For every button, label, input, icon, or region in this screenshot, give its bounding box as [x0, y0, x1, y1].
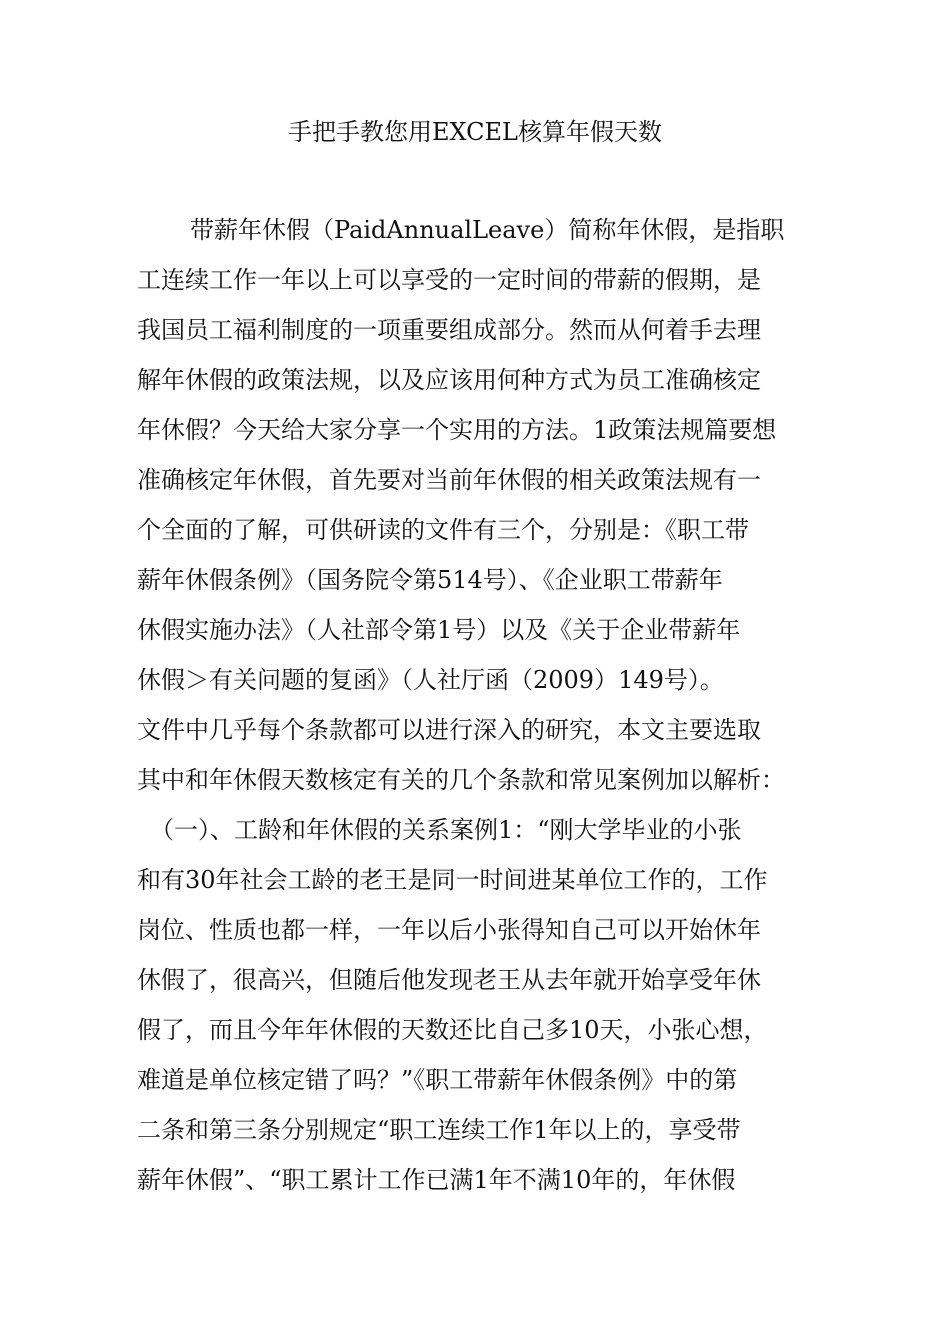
paragraph-line: 假了，而且今年年休假的天数还比自己多10天，小张心想， [137, 1016, 768, 1044]
paragraph-line: 休假了，很高兴，但随后他发现老王从去年就开始享受年休 [137, 966, 761, 994]
paragraph-line: 薪年休假”、“职工累计工作已满1年不满10年的，年休假 [137, 1166, 736, 1194]
paragraph-line: 个全面的了解，可供研读的文件有三个，分别是：《职工带 [137, 516, 749, 544]
paragraph-line: 文件中几乎每个条款都可以进行深入的研究，本文主要选取 [137, 716, 761, 744]
paragraph-line: 准确核定年休假，首先要对当前年休假的相关政策法规有一 [137, 466, 761, 494]
paragraph-line: 岗位、性质也都一样，一年以后小张得知自己可以开始休年 [137, 916, 761, 944]
paragraph-line: （一）、工龄和年休假的关系案例1：“刚大学毕业的小张 [150, 816, 742, 844]
paragraph-line: 年休假？今天给大家分享一个实用的方法。1政策法规篇要想 [137, 416, 777, 444]
paragraph-line: 解年休假的政策法规，以及应该用何种方式为员工准确核定 [137, 366, 761, 394]
document-title: 手把手教您用EXCEL核算年假天数 [287, 118, 662, 146]
paragraph-line: 我国员工福利制度的一项重要组成部分。然而从何着手去理 [137, 316, 761, 344]
paragraph-line: 难道是单位核定错了吗？”《职工带薪年休假条例》中的第 [137, 1066, 738, 1094]
paragraph-line: 工连续工作一年以上可以享受的一定时间的带薪的假期，是 [137, 266, 761, 294]
paragraph-line: 和有30年社会工龄的老王是同一时间进某单位工作的，工作 [137, 866, 768, 894]
paragraph-line: 休假实施办法》（人社部令第1号）以及《关于企业带薪年 [137, 616, 741, 644]
document-body [137, 205, 827, 1205]
paragraph-line: 休假＞有关问题的复函》（人社厅函（2009）149号）。 [137, 666, 724, 694]
paragraph-line: 其中和年休假天数核定有关的几个条款和常见案例加以解析： [137, 766, 785, 794]
paragraph-line: 二条和第三条分别规定“职工连续工作1年以上的，享受带 [137, 1116, 741, 1144]
paragraph-line: 薪年休假条例》（国务院令第514号）、《企业职工带薪年 [137, 566, 723, 594]
paragraph-line: 带薪年休假（PaidAnnualLeave）简称年休假，是指职 [190, 216, 785, 244]
